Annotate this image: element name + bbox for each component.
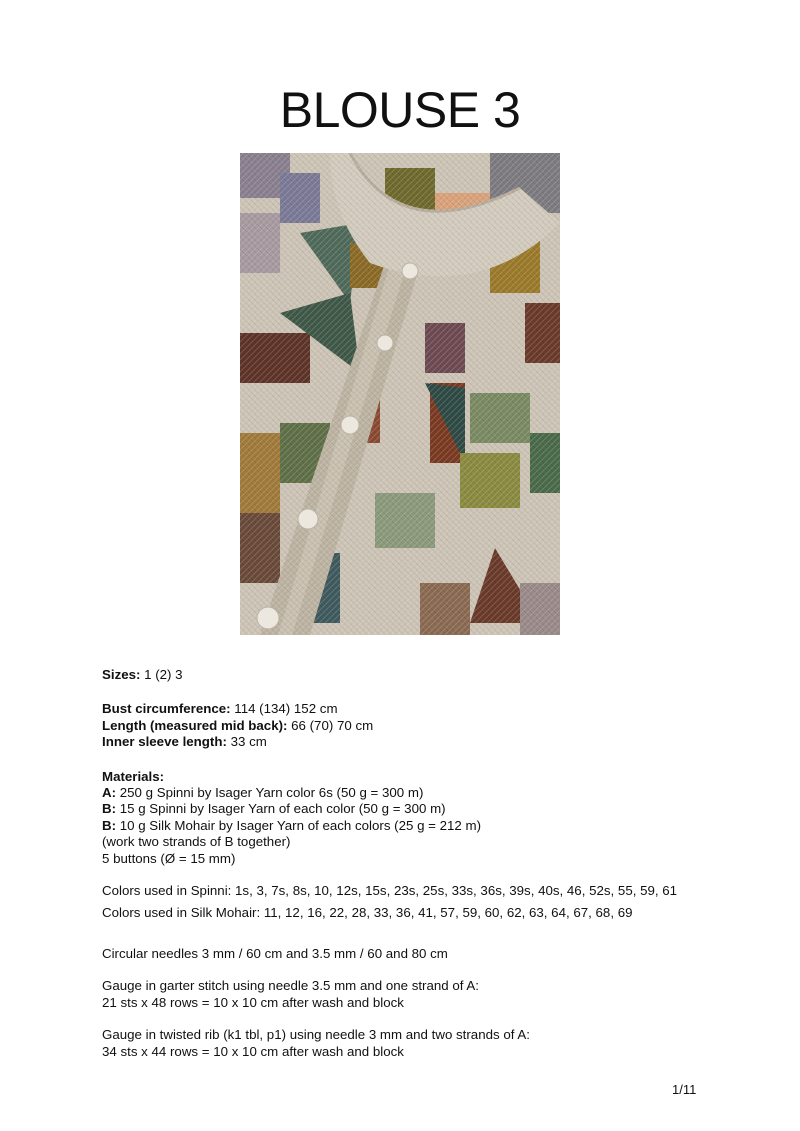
page-title: BLOUSE 3: [279, 82, 521, 138]
gauge-rib-line2: 34 sts x 44 rows = 10 x 10 cm after wash and block: [102, 1043, 404, 1059]
length-line: [102, 718, 722, 734]
material-a-text: 250 g Spinni by Isager Yarn color 6s (50 g = 300 m): [116, 785, 424, 801]
sleeve-line: [102, 734, 722, 750]
colors-spinni: Colors used in Spinni: 1s, 3, 7s, 8s, 10, 12s, 15s, 23s, 25s, 33s, 36s, 39s, 40s, 46, 52s, 55, 59, 61: [102, 883, 678, 899]
sleeve-value: 33 cm: [226, 734, 267, 750]
material-b-mohair: [102, 818, 722, 834]
sizes-line: [102, 667, 722, 683]
material-b1-label: B:: [102, 801, 117, 817]
bust-value: 114 (134) 152 cm: [230, 701, 338, 717]
bust-label: Bust circumference:: [102, 701, 231, 717]
material-b2-text: 10 g Silk Mohair by Isager Yarn of each colors (25 g = 212 m): [116, 817, 482, 833]
colors-mohair: Colors used in Silk Mohair: 11, 12, 16, 22, 28, 33, 36, 41, 57, 59, 60, 62, 63, 64, 67, 68, 69: [102, 905, 633, 921]
gauge-rib-line1: Gauge in twisted rib (k1 tbl, p1) using needle 3 mm and two strands of A:: [102, 1027, 530, 1043]
needles-line: Circular needles 3 mm / 60 cm and 3.5 mm / 60 and 80 cm: [102, 945, 448, 961]
sleeve-label: Inner sleeve length:: [102, 734, 227, 750]
gauge-garter-line2: 21 sts x 48 rows = 10 x 10 cm after wash and block: [102, 994, 404, 1010]
bust-line: [102, 701, 722, 717]
material-a-label: A:: [102, 785, 117, 801]
sizes-label: Sizes:: [102, 667, 141, 682]
material-a: [102, 785, 722, 801]
length-label: Length (measured mid back):: [102, 717, 288, 733]
page-number: 1/11: [672, 1082, 697, 1097]
gauge-garter-line1: Gauge in garter stitch using needle 3.5 mm and one strand of A:: [102, 978, 479, 994]
material-b2-label: B:: [102, 817, 117, 833]
materials-buttons: 5 buttons (Ø = 15 mm): [102, 850, 236, 866]
sizes-value: 1 (2) 3: [140, 667, 183, 682]
materials-note: (work two strands of B together): [102, 834, 291, 850]
knitted-cardigan-photo: [240, 153, 560, 635]
length-value: 66 (70) 70 cm: [287, 717, 374, 733]
pattern-details: [102, 667, 722, 1060]
material-b1-text: 15 g Spinni by Isager Yarn of each color (50 g = 300 m): [116, 801, 446, 817]
material-b-spinni: [102, 801, 722, 817]
materials-heading: Materials:: [102, 768, 165, 784]
